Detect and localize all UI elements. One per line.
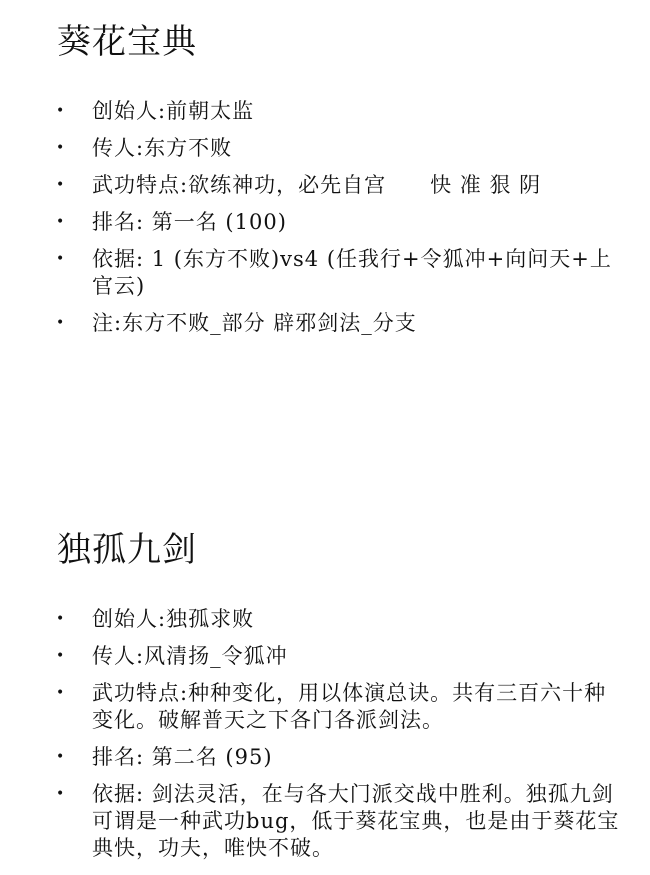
list-item-text: 武功特点:欲练神功，必先自宫 快 准 狠 阴 xyxy=(92,173,542,197)
bullet-icon: • xyxy=(56,685,66,701)
list-item xyxy=(0,98,650,125)
bullet-icon: • xyxy=(56,648,66,664)
list-item xyxy=(0,781,650,862)
list-item-text: 创始人:前朝太监 xyxy=(92,99,255,123)
bullet-icon: • xyxy=(56,177,66,193)
list-item-text: 依据: 1 (东方不败)vs4 (任我行+令狐冲+向问天+上官云) xyxy=(92,247,612,298)
bullet-list xyxy=(0,98,650,337)
bullet-icon: • xyxy=(56,140,66,156)
bullet-icon: • xyxy=(56,611,66,627)
bullet-list xyxy=(0,606,650,862)
bullet-icon: • xyxy=(56,103,66,119)
list-item-text: 武功特点:种种变化，用以体演总诀。共有三百六十种变化。破解普天之下各门各派剑法。 xyxy=(92,681,607,732)
list-item xyxy=(0,643,650,670)
list-item-text: 注:东方不败_部分 辟邪剑法_分支 xyxy=(92,311,417,335)
list-item xyxy=(0,172,650,199)
list-item xyxy=(0,606,650,633)
list-item-text: 排名: 第二名 (95) xyxy=(92,745,273,769)
list-item-text: 创始人:独孤求败 xyxy=(92,607,255,631)
list-item-text: 传人:风清扬_令狐冲 xyxy=(92,644,288,668)
bullet-icon: • xyxy=(56,214,66,230)
list-item-text: 排名: 第一名 (100) xyxy=(92,210,287,234)
list-item-text: 传人:东方不败 xyxy=(92,136,233,160)
list-item xyxy=(0,744,650,771)
section-title: 葵花宝典 xyxy=(57,22,197,62)
section-dugu-jiujian xyxy=(0,522,650,872)
bullet-icon: • xyxy=(56,749,66,765)
list-item xyxy=(0,246,650,300)
list-item xyxy=(0,680,650,734)
bullet-icon: • xyxy=(56,315,66,331)
bullet-icon: • xyxy=(56,251,66,267)
section-title: 独孤九剑 xyxy=(57,530,197,570)
list-item xyxy=(0,209,650,236)
section-kuihua-baodian xyxy=(0,14,650,347)
list-item xyxy=(0,310,650,337)
list-item-text: 依据: 剑法灵活，在与各大门派交战中胜利。独孤九剑可谓是一种武功bug，低于葵花宝典，也是由于葵花宝典快，功夫，唯快不破。 xyxy=(92,782,620,860)
bullet-icon: • xyxy=(56,786,66,802)
list-item xyxy=(0,135,650,162)
